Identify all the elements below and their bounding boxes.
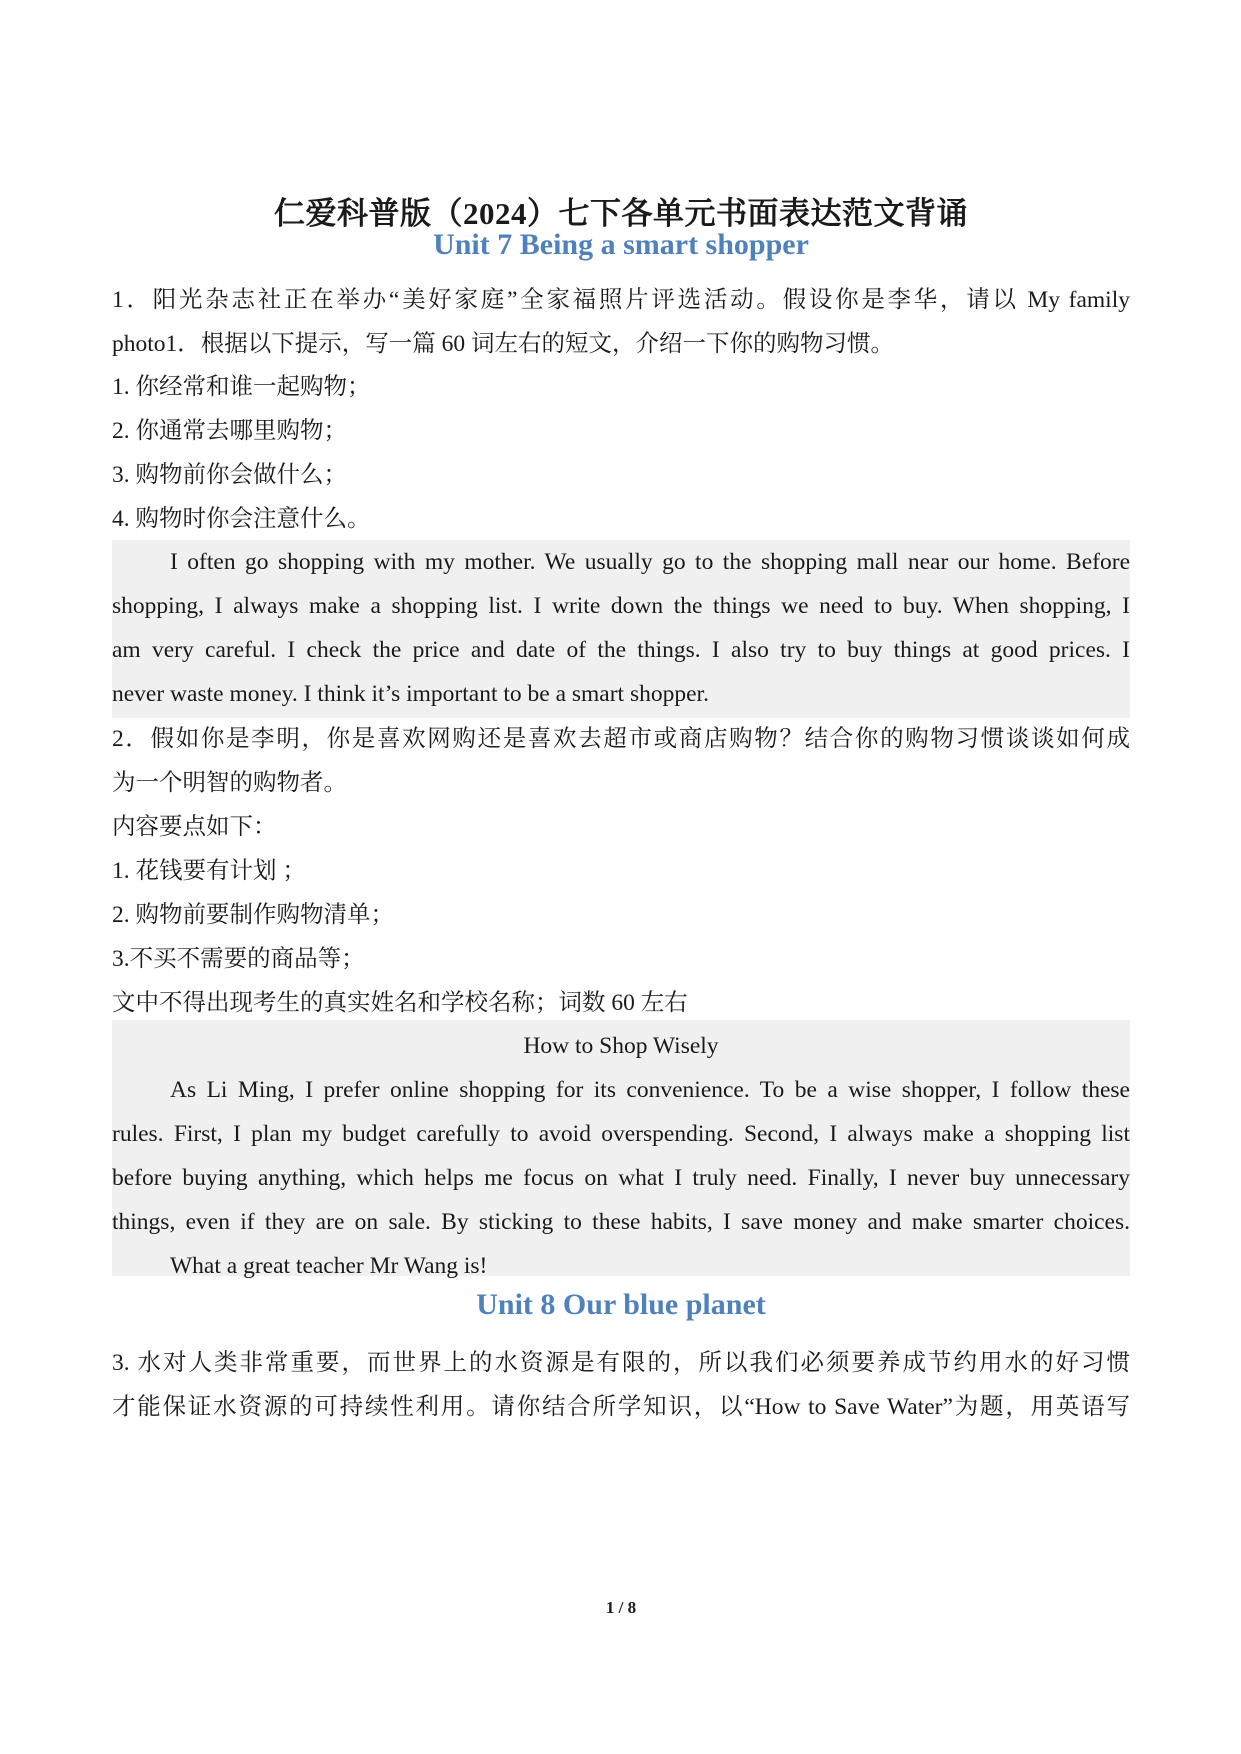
- q2-answer-line: rules. First, I plan my budget carefully to avoid overspending. Second, I always make a shopping list: [112, 1121, 1130, 1147]
- unit7-title: Unit 7 Being a smart shopper: [433, 228, 809, 261]
- q2-point: 2. 购物前要制作购物清单；: [112, 902, 394, 928]
- q1-point: 3. 购物前你会做什么；: [112, 462, 347, 488]
- document-title: 仁爱科普版（2024）七下各单元书面表达范文背诵: [274, 196, 968, 231]
- q2-requirement: 文中不得出现考生的真实姓名和学校名称；词数 60 左右: [112, 990, 688, 1016]
- q2-point: 1. 花钱要有计划 ；: [112, 858, 306, 884]
- q1-point: 2. 你通常去哪里购物；: [112, 418, 347, 444]
- q2-answer-line: As Li Ming, I prefer online shopping for its convenience. To be a wise shopper, I follow these: [170, 1077, 1130, 1103]
- q2-answer-extra: What a great teacher Mr Wang is!: [170, 1253, 488, 1279]
- q1-answer-line: I often go shopping with my mother. We usually go to the shopping mall near our home. Before: [170, 549, 1130, 575]
- page-indicator: 1 / 8: [605, 1598, 637, 1617]
- unit8-title: Unit 8 Our blue planet: [476, 1288, 766, 1321]
- q1-point: 1. 你经常和谁一起购物；: [112, 374, 371, 400]
- q2-prompt-line1: 2．假如你是李明，你是喜欢网购还是喜欢去超市或商店购物？结合你的购物习惯谈谈如何成: [112, 726, 1130, 752]
- q2-answer-line: before buying anything, which helps me focus on what I truly need. Finally, I never buy unnecessary: [112, 1165, 1130, 1191]
- q3-prompt-line2: 才能保证水资源的可持续性利用。请你结合所学知识，以“How to Save Water”为题，用英语写: [112, 1394, 1130, 1420]
- q2-point: 3.不买不需要的商品等；: [112, 946, 365, 972]
- q3-prompt-line1: 3. 水对人类非常重要，而世界上的水资源是有限的，所以我们必须要养成节约用水的好习惯: [112, 1350, 1130, 1376]
- q2-points-intro: 内容要点如下：: [112, 814, 277, 840]
- q1-answer-line: shopping, I always make a shopping list. I write down the things we need to buy. When shopping, I: [112, 593, 1130, 619]
- q2-answer-line: things, even if they are on sale. By sticking to these habits, I save money and make smarter choices.: [112, 1209, 1130, 1235]
- q2-answer-title: How to Shop Wisely: [523, 1033, 719, 1059]
- q1-answer-line: never waste money. I think it’s important to be a smart shopper.: [112, 681, 709, 707]
- q1-point: 4. 购物时你会注意什么。: [112, 506, 371, 532]
- q2-prompt-line2: 为一个明智的购物者。: [112, 770, 347, 796]
- q1-prompt-line1: 1．阳光杂志社正在举办“美好家庭”全家福照片评选活动。假设你是李华，请以 My family: [112, 287, 1130, 313]
- q1-prompt-line2: photo1．根据以下提示，写一篇 60 词左右的短文，介绍一下你的购物习惯。: [112, 331, 895, 357]
- q1-answer-line: am very careful. I check the price and date of the things. I also try to buy things at good prices. I: [112, 637, 1130, 663]
